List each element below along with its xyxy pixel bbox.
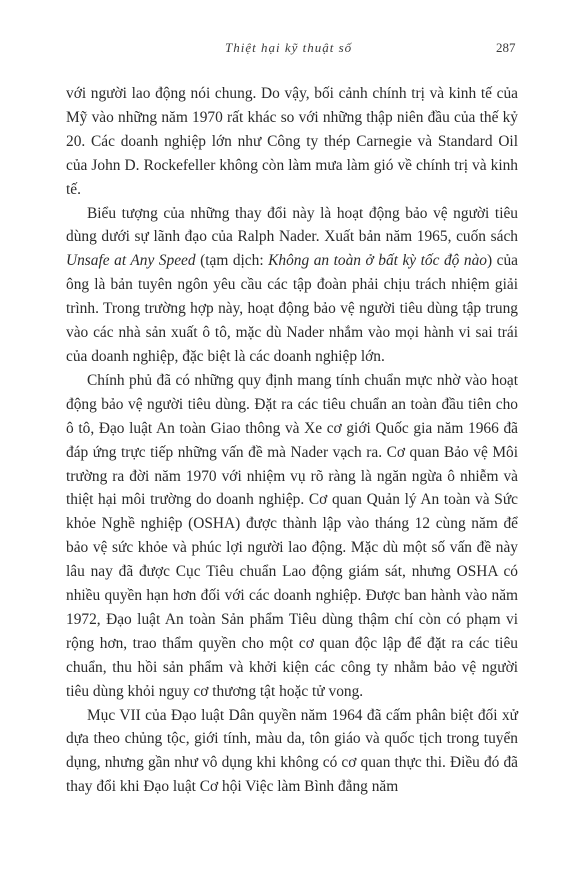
text-run: Biểu tượng của những thay đổi này là hoạt động bảo vệ người tiêu dùng dưới sự lãnh đạo của Ralph Nader. Xuất bản năm 1965, cuốn sách bbox=[66, 204, 518, 246]
running-title: Thiệt hại kỹ thuật số bbox=[225, 40, 353, 55]
text-run: ) của ông là bản tuyên ngôn yêu cầu các tập đoàn phải chịu trách nhiệm giải trình. Trong trường hợp này, hoạt động bảo vệ người tiêu dùng tập trung vào các nhà sản xuất ô tô, mặc dù Nader nhắm vào mọi hành vi sai trái của doanh nghiệp, đặc biệt là các doanh nghiệp lớn. bbox=[66, 252, 518, 365]
page-number: 287 bbox=[496, 40, 516, 55]
paragraph-civil-rights bbox=[66, 704, 518, 800]
paragraph-consumer-movement bbox=[66, 202, 518, 369]
text-run: với người lao động nói chung. Do vậy, bối cảnh chính trị và kinh tế của Mỹ vào những năm 1970 rất khác so với những thập niên đầu của thế kỷ 20. Các doanh nghiệp lớn như Công ty thép Carnegie và Standard Oil của John D. Rockefeller không còn làm mưa làm gió về chính trị và kinh tế. bbox=[66, 85, 518, 198]
running-header bbox=[0, 40, 586, 60]
body-text bbox=[66, 82, 518, 799]
book-title-vietnamese: Không an toàn ở bất kỳ tốc độ nào bbox=[268, 252, 487, 270]
text-run: Mục VII của Đạo luật Dân quyền năm 1964 đã cấm phân biệt đối xử dựa theo chủng tộc, giới tính, màu da, tôn giáo và quốc tịch trong tuyển dụng, nhưng gần như vô dụng khi không có cơ quan thực thi. Điều đó đã thay đổi khi Đạo luật Cơ hội Việc làm Bình đẳng năm bbox=[66, 706, 518, 796]
book-title-english: Unsafe at Any Speed bbox=[66, 252, 196, 270]
text-run: Chính phủ đã có những quy định mang tính chuẩn mực nhờ vào hoạt động bảo vệ người tiêu dùng. Đặt ra các tiêu chuẩn an toàn đầu tiên cho ô tô, Đạo luật An toàn Giao thông và Xe cơ giới Quốc gia năm 1966 đã đáp ứng trực tiếp những vấn đề mà Nader vạch ra. Cơ quan Bảo vệ Môi trường ra đời năm 1970 với nhiệm vụ rõ ràng là ngăn ngừa ô nhiễm và thiệt hại môi trường do doanh nghiệp. Cơ quan Quản lý An toàn và Sức khỏe Nghề nghiệp (OSHA) được thành lập vào tháng 12 cùng năm để bảo vệ sức khỏe và phúc lợi người lao động. Mặc dù một số vấn đề này lâu nay đã được Cục Tiêu chuẩn Lao động giám sát, nhưng OSHA có nhiều quyền hạn hơn đối với các doanh nghiệp. Được ban hành vào năm 1972, Đạo luật An toàn Sản phẩm Tiêu dùng thậm chí còn có phạm vi rộng hơn, trao thẩm quyền cho một cơ quan độc lập để đặt ra các tiêu chuẩn, thu hồi sản phẩm và khởi kiện các công ty nhằm bảo vệ người tiêu dùng khỏi nguy cơ thương tật hoặc tử vong. bbox=[66, 371, 518, 700]
paragraph-regulations bbox=[66, 369, 518, 704]
paragraph-continuation bbox=[66, 82, 518, 202]
text-run: (tạm dịch: bbox=[195, 252, 269, 270]
